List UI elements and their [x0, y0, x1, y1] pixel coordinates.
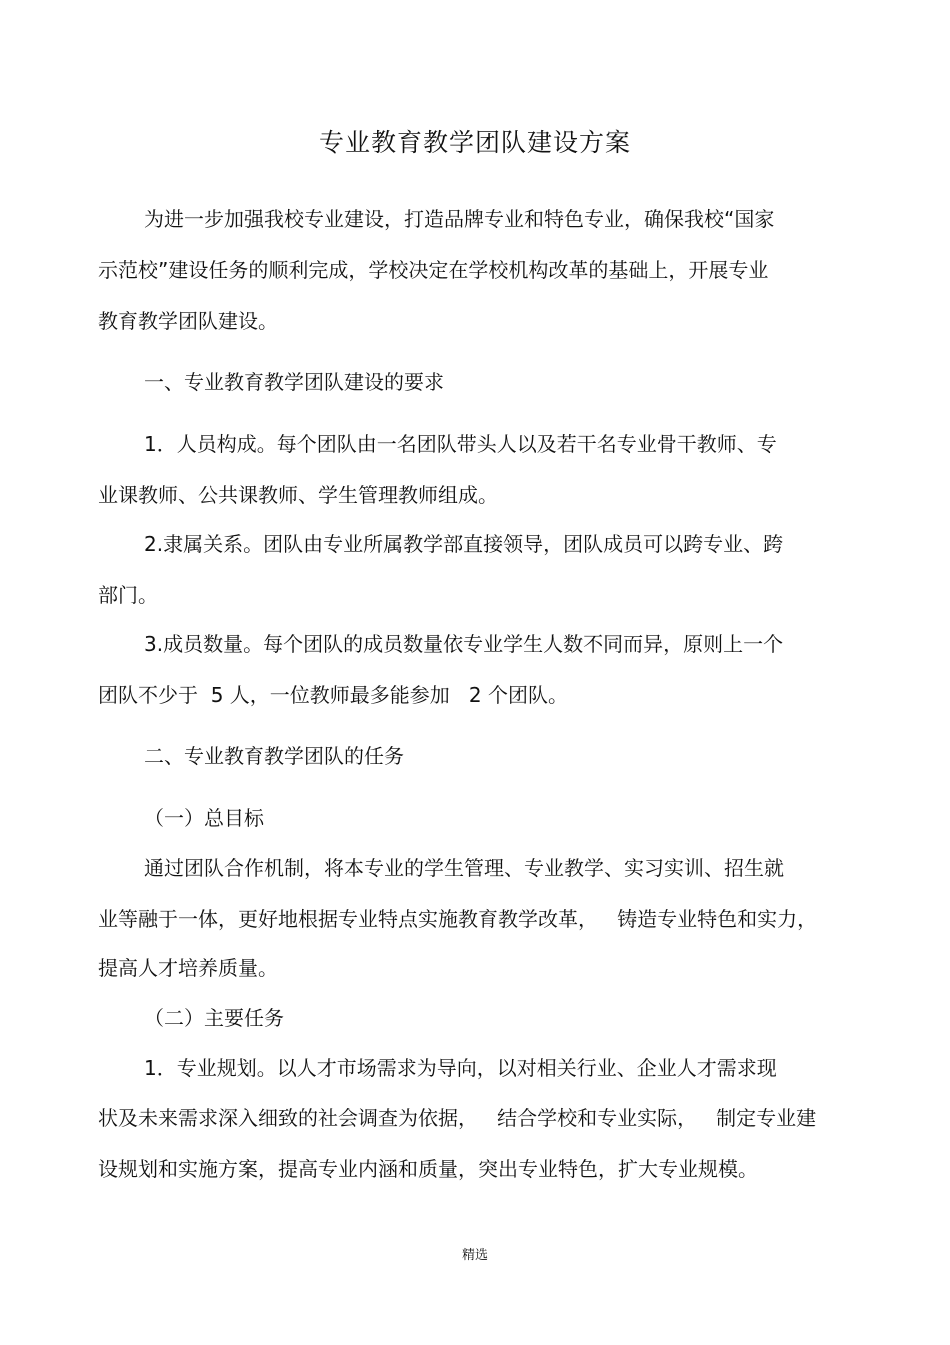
paragraph-line: 通过团队合作机制，将本专业的学生管理、专业教学、实习实训、招生就	[144, 856, 784, 880]
paragraph-line: 教育教学团队建设。	[98, 309, 278, 333]
paragraph-line: 团队不少于 5 人，一位教师最多能参加 2 个团队。	[98, 683, 568, 707]
paragraph-line: 设规划和实施方案，提高专业内涵和质量，突出专业特色，扩大专业规模。	[98, 1157, 758, 1181]
paragraph-line: 部门。	[98, 583, 158, 607]
paragraph-line: 3.成员数量。每个团队的成员数量依专业学生人数不同而异，原则上一个	[144, 632, 784, 656]
document-title: 专业教育教学团队建设方案	[318, 128, 631, 157]
page-footer: 精选	[461, 1248, 488, 1263]
paragraph-line: 1．人员构成。每个团队由一名团队带头人以及若干名专业骨干教师、专	[144, 432, 777, 456]
section-heading: 二、专业教育教学团队的任务	[144, 744, 404, 768]
paragraph-line: 提高人才培养质量。	[98, 956, 278, 980]
paragraph-line: 2.隶属关系。团队由专业所属教学部直接领导，团队成员可以跨专业、跨	[144, 532, 784, 556]
paragraph-line: 1．专业规划。以人才市场需求为导向，以对相关行业、企业人才需求现	[144, 1056, 777, 1080]
paragraph-line: 业课教师、公共课教师、学生管理教师组成。	[98, 483, 498, 507]
paragraph-line: 状及未来需求深入细致的社会调查为依据， 结合学校和专业实际， 制定专业建	[98, 1106, 817, 1130]
paragraph-line: 业等融于一体，更好地根据专业特点实施教育教学改革， 铸造专业特色和实力，	[98, 907, 818, 931]
section-heading: 一、专业教育教学团队建设的要求	[144, 370, 444, 394]
paragraph-line: 为进一步加强我校专业建设，打造品牌专业和特色专业，确保我校“国家	[144, 207, 775, 231]
paragraph-line: 示范校”建设任务的顺利完成，学校决定在学校机构改革的基础上，开展专业	[98, 258, 769, 282]
subsection-heading: （二）主要任务	[144, 1006, 284, 1030]
subsection-heading: （一）总目标	[144, 806, 264, 830]
